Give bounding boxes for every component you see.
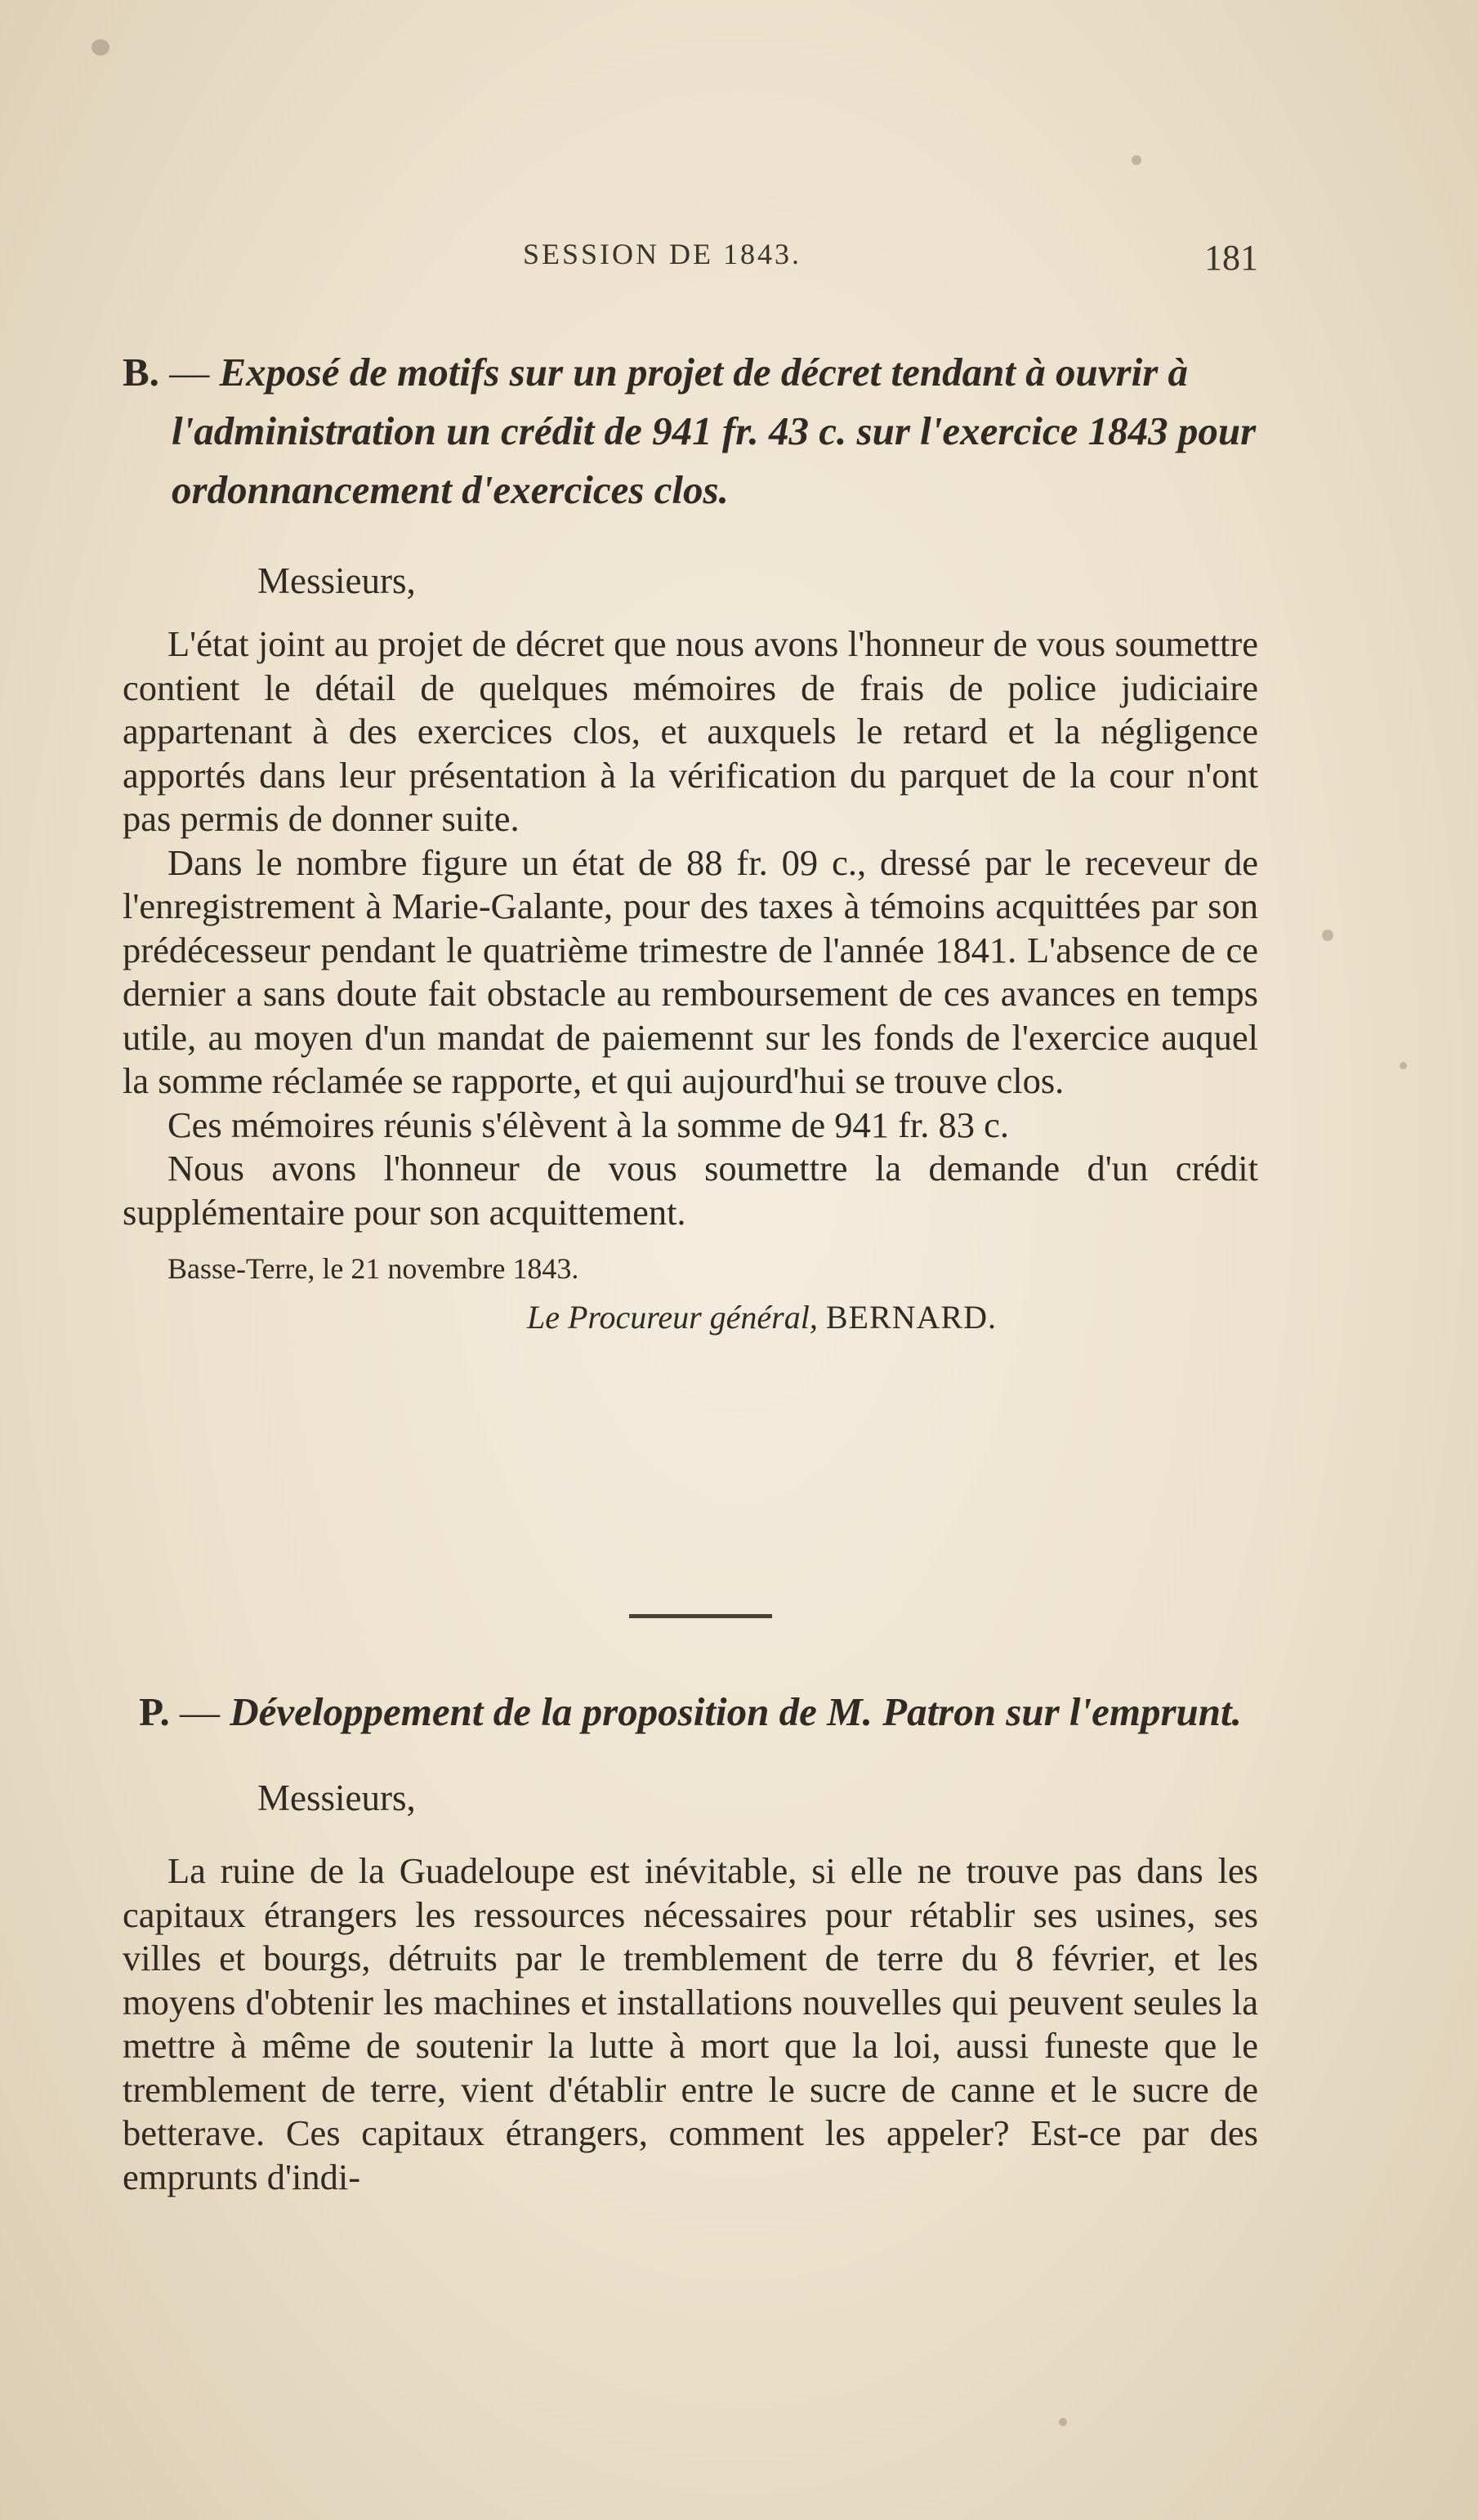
paragraph: La ruine de la Guadeloupe est inévitable, si elle ne trouve pas dans les capitaux étrangers les ressources nécessaires pour rétablir ses usines, ses villes et bourgs, détruits par le tremblement de terre du 8 février, et les moyens d'obtenir les machines et installations nouvelles qui peuvent seules la mettre à même de soutenir la lutte à mort que la loi, aussi funeste que le tremblement de terre, vient d'établir entre le sucre de canne et le sucre de betterave. Ces capitaux étrangers, comment les appeler? Est-ce par des emprunts d'indi- (123, 1850, 1258, 2197)
section-p-salutation: Messieurs, (257, 1777, 416, 1818)
section-b-body (123, 622, 1258, 1234)
section-b (123, 343, 1258, 1342)
section-b-title: Exposé de motifs sur un projet de décret tendant à ouvrir à l'administration un crédit de 941 fr. 43 c. sur l'exercice 1843 pour ordonnancement d'exercices clos. (172, 350, 1257, 512)
section-p-title: Développement de la proposition de M. Patron sur l'emprunt. (230, 1689, 1242, 1734)
section-p-body (123, 1849, 1258, 2199)
foxing-spot (1322, 930, 1333, 941)
page-header (123, 237, 1258, 286)
foxing-spot (92, 39, 109, 56)
paragraph: Nous avons l'honneur de vous soumettre la demande d'un crédit supplémentaire pour son acquittement. (123, 1148, 1258, 1233)
foxing-spot (1132, 155, 1141, 165)
paragraph: Dans le nombre figure un état de 88 fr. 09 c., dressé par le receveur de l'enregistrement à Marie-Galante, pour des taxes à témoins acquittées par son prédécesseur pendant le quatrième trimestre de l'année 1841. L'absence de ce dernier a sans doute fait obstacle au remboursement de ces avances en temps utile, au moyen d'un mandat de paiemennt sur les fonds de l'exercice auquel la somme réclamée se rapporte, et qui aujourd'hui se trouve clos. (123, 841, 1258, 1101)
section-b-heading (123, 343, 1258, 520)
page-number: 181 (1204, 238, 1258, 278)
dateline: Basse-Terre, le 21 novembre 1843. (167, 1252, 579, 1285)
section-divider-rule (629, 1614, 772, 1618)
section-p-heading (123, 1683, 1258, 1742)
signature-role: Le Procureur général, (527, 1299, 818, 1336)
running-title: SESSION DE 1843. (523, 238, 802, 270)
section-b-letter: B. (123, 350, 159, 395)
section-b-dash: — (159, 350, 220, 395)
section-b-salutation: Messieurs, (257, 560, 416, 601)
foxing-spot (1059, 2418, 1067, 2426)
signature (123, 1293, 1258, 1342)
paragraph: Ces mémoires réunis s'élèvent à la somme de 941 fr. 83 c. (167, 1104, 1010, 1145)
section-p-letter: P. (139, 1689, 170, 1734)
paragraph: L'état joint au projet de décret que nous avons l'honneur de vous soumettre contient le détail de quelques mémoires de frais de police judiciaire appartenant à des exercices clos, et auxquels le retard et la négligence apportés dans leur présentation à la vérification du parquet de la cour n'ont pas permis de donner suite. (123, 623, 1258, 839)
signature-name: BERNARD. (825, 1299, 997, 1336)
foxing-spot (1400, 1062, 1407, 1069)
section-p-dash: — (169, 1689, 230, 1734)
section-p (123, 1683, 1258, 2199)
